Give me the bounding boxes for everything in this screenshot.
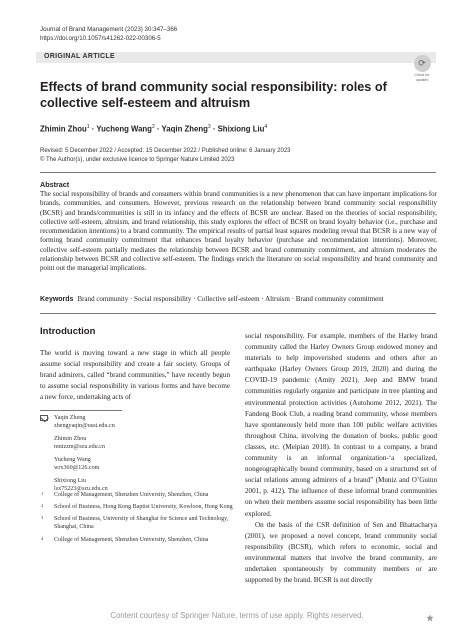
article-type-label: ORIGINAL ARTICLE — [44, 53, 115, 60]
correspondent-email[interactable]: mnizzm@szu.edu.cn — [54, 444, 105, 451]
correspondent-name: Yucheng Wang — [54, 456, 91, 463]
envelope-icon — [40, 415, 48, 421]
affiliation-number: 3 — [41, 515, 44, 521]
author-name[interactable]: Shixiong Liu — [217, 124, 265, 134]
introduction-heading: Introduction — [40, 326, 96, 337]
affiliations — [40, 491, 235, 548]
affiliation-item — [40, 491, 235, 499]
affiliation-text: School of Business, University of Shanghai for Science and Technology, Shanghai, China — [54, 516, 229, 531]
correspondent-email[interactable]: wrx360@126.com — [54, 465, 100, 472]
divider — [40, 172, 436, 173]
author-name[interactable]: Zhimin Zhou — [40, 124, 87, 134]
correspondent-email[interactable]: zhengyaqin@usst.edu.cn — [54, 423, 115, 430]
doi-link[interactable]: https://doi.org/10.1057/s41262-022-00306-5 — [40, 35, 161, 42]
body-paragraph: On the basis of the CSR definition of Sen and Bhattacharya (2001), we proposed a novel concept, brand community social responsibility (BCSR), which refers to economic, social and environmental matters that involve the brand community, are undertaken spontaneously by community members or are supported by the brand. BCSR is not directly — [245, 520, 437, 585]
affiliation-item — [40, 536, 235, 544]
affiliation-number: 4 — [41, 535, 44, 541]
refresh-icon: ⟳ — [414, 55, 431, 72]
keywords-heading: Keywords — [40, 296, 74, 303]
footer-notice: Content courtesy of Springer Nature, terms of use apply. Rights reserved. — [110, 611, 364, 620]
author-name[interactable]: Yucheng Wang — [96, 124, 152, 134]
abstract-text: The social responsibility of brands and consumers within brand communities is a new phenomenon that can have important implications for brands, communities, and consumers. However, previous research on the relationship between brand community social responsibility (BCSR) and brands/communities is still in its infancy and the effects of BCSR are unclear. Based on the theories of social responsibility, collective self-esteem, altruism, and brand relationship, this study explores the effect of BCSR on brand loyalty behavior (i.e., purchase and recommendation intentions) to a brand community. The empirical results of partial least squares modeling reveal that BCSR is a new way of forming brand community commitment that enhances brand loyalty behavior (purchase and recommendation intentions). Moreover, collective self-esteem partially mediates the relationship between BCSR and brand community commitment, and altruism moderates the relationship between BCSR and collective self-esteem. The findings enrich the literature on social responsibility and brand community and point out the managerial implications. — [40, 190, 437, 273]
correspondence-entry — [54, 414, 224, 431]
updates-label: updates — [415, 78, 429, 82]
author-affiliation-mark: 3 — [207, 124, 211, 130]
author-list: Zhimin Zhou$^1$ · Yucheng Wang$^2$ · Yaqin Zheng$^3$ · Shixiong Liu$^4$ — [40, 124, 268, 134]
affiliation-text: College of Management, Shenzhen University, Shenzhen, China — [54, 492, 209, 498]
affiliation-item — [40, 503, 235, 511]
right-column-body — [245, 331, 437, 586]
publication-history: Revised: 5 December 2022 / Accepted: 15 December 2022 / Published online: 6 January 2023 — [40, 148, 291, 154]
affiliation-number: 1 — [41, 491, 44, 496]
check-for-label: Check for — [414, 73, 430, 77]
affiliation-text: College of Management, Shenzhen University, Shenzhen, China — [54, 536, 209, 543]
author-name[interactable]: Yaqin Zheng — [161, 124, 208, 134]
author-affiliation-mark: 2 — [151, 124, 155, 130]
correspondent-email[interactable]: lsx75223@szu.edu.cn — [54, 485, 108, 492]
correspondent-name: Yaqin Zheng — [54, 415, 86, 421]
correspondence-entry — [54, 456, 224, 473]
affiliation-number: 2 — [41, 503, 44, 509]
author-affiliation-mark: 1 — [86, 124, 90, 130]
journal-line: Journal of Brand Management (2023) 30:347–366 — [40, 26, 178, 33]
affiliation-text: School of Business, Hong Kong Baptist University, Kowloon, Hong Kong — [54, 504, 233, 511]
affiliation-item — [40, 515, 235, 532]
springer-horse-icon — [426, 614, 434, 622]
copyright-line: © The Author(s), under exclusive licence to Springer Nature Limited 2023 — [40, 157, 235, 163]
journal-citation — [40, 25, 177, 43]
publication-dates — [40, 147, 291, 165]
keywords-text: Brand community · Social responsibility · Collective self-esteem · Altruism · Brand community commitment — [77, 295, 384, 303]
abstract-heading: Abstract — [40, 180, 70, 189]
author-affiliation-mark: 4 — [264, 124, 268, 130]
body-paragraph: social responsibility. For example, members of the Harley brand community called the Harley Owners Group endowed money and materials to help impoverished students and others after an earthquake (Harley Owners Group 2019, 2020) and during the COVID-19 pandemic (Amity 2021). Jeep and BMW brand communities regularly organize and participate in tree planting and environmental protection activities (Autohome 2012, 2021). The Fandeng Book Club, a reading brand community, whose members have spontaneously held more than 100 public welfare activities throughout China, involving the donation of books, public good classes, etc. (Meipian 2018). In contrast to a company, a brand community is an informal organization-‘a specialized, nongeographically bound community, based on a structured set of social relations among admirers of a brand” (Muniz and O’Guinn 2001, p. 412). The influence of these informal brand communities on when their members assume social responsibility has been little explored. — [245, 332, 437, 518]
footnote-divider — [40, 410, 122, 411]
correspondent-name: Shixiong Liu — [54, 477, 86, 484]
check-for-updates-badge[interactable] — [410, 55, 434, 82]
correspondence-entry — [54, 435, 224, 452]
divider — [40, 313, 436, 314]
keywords — [40, 295, 437, 304]
article-title: Effects of brand community social responsibility: roles of collective self-esteem and altruism — [40, 80, 387, 110]
introduction-text: The world is moving toward a new stage in which all people assume social responsibility and create a fair society. Groups of brand admirers, called “brand communities,” have recently begun to assume social responsibility in various forms and have become a new force, undertaking acts of — [40, 349, 230, 402]
article-type-bar — [36, 52, 436, 63]
correspondent-name: Zhimin Zhou — [54, 435, 87, 442]
